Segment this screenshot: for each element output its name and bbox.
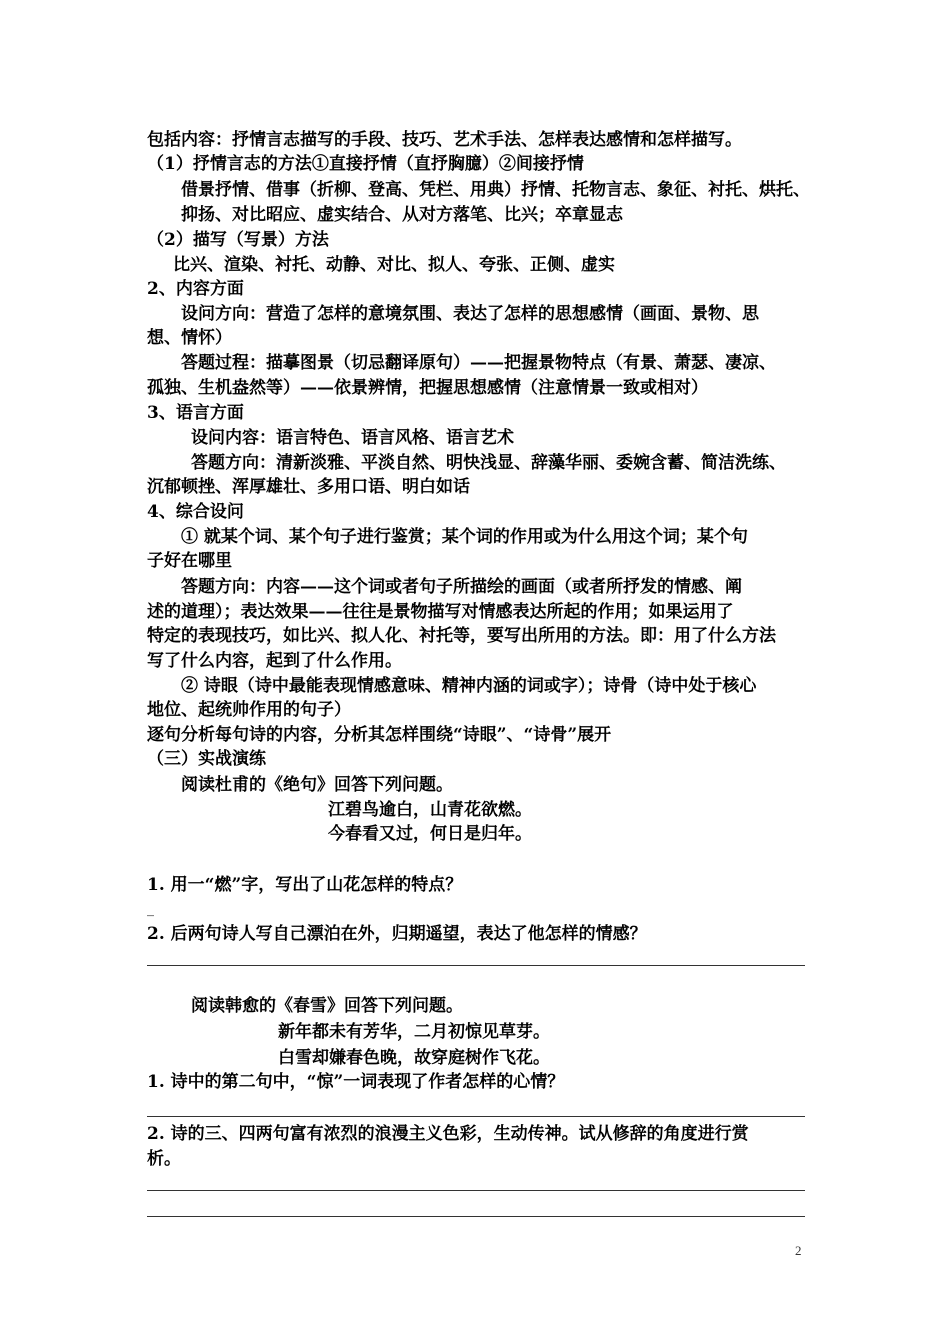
content-question-line: 设问方向：营造了怎样的意境氛围、表达了怎样的思想感情（画面、景物、思	[181, 304, 759, 324]
poem-1-line-2: 今春看又过，何日是归年。	[328, 824, 532, 844]
poem-2-question-2-line-2: 析。	[147, 1149, 181, 1169]
section-content-heading: 2、内容方面	[147, 279, 244, 299]
comprehensive-item-2-line-2: 地位、起统帅作用的句子）	[147, 700, 351, 720]
language-question-line: 设问内容：语言特色、语言风格、语言艺术	[191, 428, 514, 448]
answer-line	[147, 965, 805, 966]
poem-1-question-1: 1. 用一“燃”字，写出了山花怎样的特点？	[147, 875, 463, 895]
section-language-heading: 3、语言方面	[147, 403, 244, 423]
content-answer-line: 答题过程：描摹图景（切忌翻译原句）——把握景物特点（有景、萧瑟、凄凉、	[181, 353, 776, 373]
comprehensive-answer-line-3: 特定的表现技巧，如比兴、拟人化、衬托等，要写出所用的方法。即：用了什么方法	[147, 626, 776, 646]
indirect-methods-line-2: 抑扬、对比昭应、虚实结合、从对方落笔、比兴；卒章显志	[181, 205, 623, 225]
poem-2-question-2: 2. 诗的三、四两句富有浓烈的浪漫主义色彩，生动传神。试从修辞的角度进行赏	[147, 1124, 749, 1144]
intro-line: 包括内容：抒情言志描写的手段、技巧、艺术手法、怎样表达感情和怎样描写。	[147, 130, 742, 150]
method-heading: （1）抒情言志的方法①直接抒情（直抒胸臆）②间接抒情	[147, 154, 584, 174]
comprehensive-answer-line-4: 写了什么内容，起到了什么作用。	[147, 651, 402, 671]
content-question-line-2: 想、情怀）	[147, 328, 232, 348]
describe-methods-line: 比兴、渲染、衬托、动静、对比、拟人、夸张、正侧、虚实	[173, 255, 615, 275]
answer-blank-mark: _	[147, 901, 154, 917]
analysis-line: 逐句分析每句诗的内容，分析其怎样围绕“诗眼”、“诗骨”展开	[147, 725, 612, 745]
page-number: 2	[795, 1243, 802, 1258]
answer-line	[147, 1116, 805, 1117]
answer-line	[147, 1216, 805, 1217]
language-answer-line-2: 沉郁顿挫、浑厚雄壮、多用口语、明白如话	[147, 477, 470, 497]
comprehensive-item-1-line-2: 子好在哪里	[147, 551, 232, 571]
poem-2-line-1: 新年都未有芳华，二月初惊见草芽。	[278, 1022, 550, 1042]
comprehensive-item-1: ① 就某个词、某个句子进行鉴赏；某个词的作用或为什么用这个词；某个句	[181, 527, 748, 547]
poem-2-question-1: 1. 诗中的第二句中，“惊”一词表现了作者怎样的心情？	[147, 1072, 565, 1092]
content-answer-line-2: 孤独、生机盎然等）——依景辨情，把握思想感情（注意情景一致或相对）	[147, 378, 708, 398]
poem-1-question-2: 2. 后两句诗人写自己漂泊在外，归期遥望，表达了他怎样的情感？	[147, 924, 647, 944]
comprehensive-answer-line: 答题方向：内容——这个词或者句子所描绘的画面（或者所抒发的情感、阐	[181, 577, 742, 597]
poem-2-line-2: 白雪却嫌春色晚，故穿庭树作飞花。	[278, 1048, 550, 1068]
answer-line	[147, 1190, 805, 1191]
comprehensive-answer-line-2: 述的道理）；表达效果——往往是景物描写对情感表达所起的作用；如果运用了	[147, 602, 734, 622]
poem-1-prompt: 阅读杜甫的《绝句》回答下列问题。	[181, 775, 453, 795]
comprehensive-item-2: ② 诗眼（诗中最能表现情感意味、精神内涵的词或字）；诗骨（诗中处于核心	[181, 676, 757, 696]
language-answer-line: 答题方向：清新淡雅、平淡自然、明快浅显、辞藻华丽、委婉含蓄、简洁洗练、	[191, 453, 786, 473]
poem-1-line-1: 江碧鸟逾白，山青花欲燃。	[328, 800, 532, 820]
indirect-methods-line: 借景抒情、借事（折柳、登高、凭栏、用典）抒情、托物言志、象征、衬托、烘托、	[181, 180, 810, 200]
poem-2-prompt: 阅读韩愈的《春雪》回答下列问题。	[191, 996, 463, 1016]
practice-heading: （三）实战演练	[147, 749, 266, 769]
describe-heading: （2）描写（写景）方法	[147, 230, 329, 250]
section-comprehensive-heading: 4、综合设问	[147, 502, 244, 522]
